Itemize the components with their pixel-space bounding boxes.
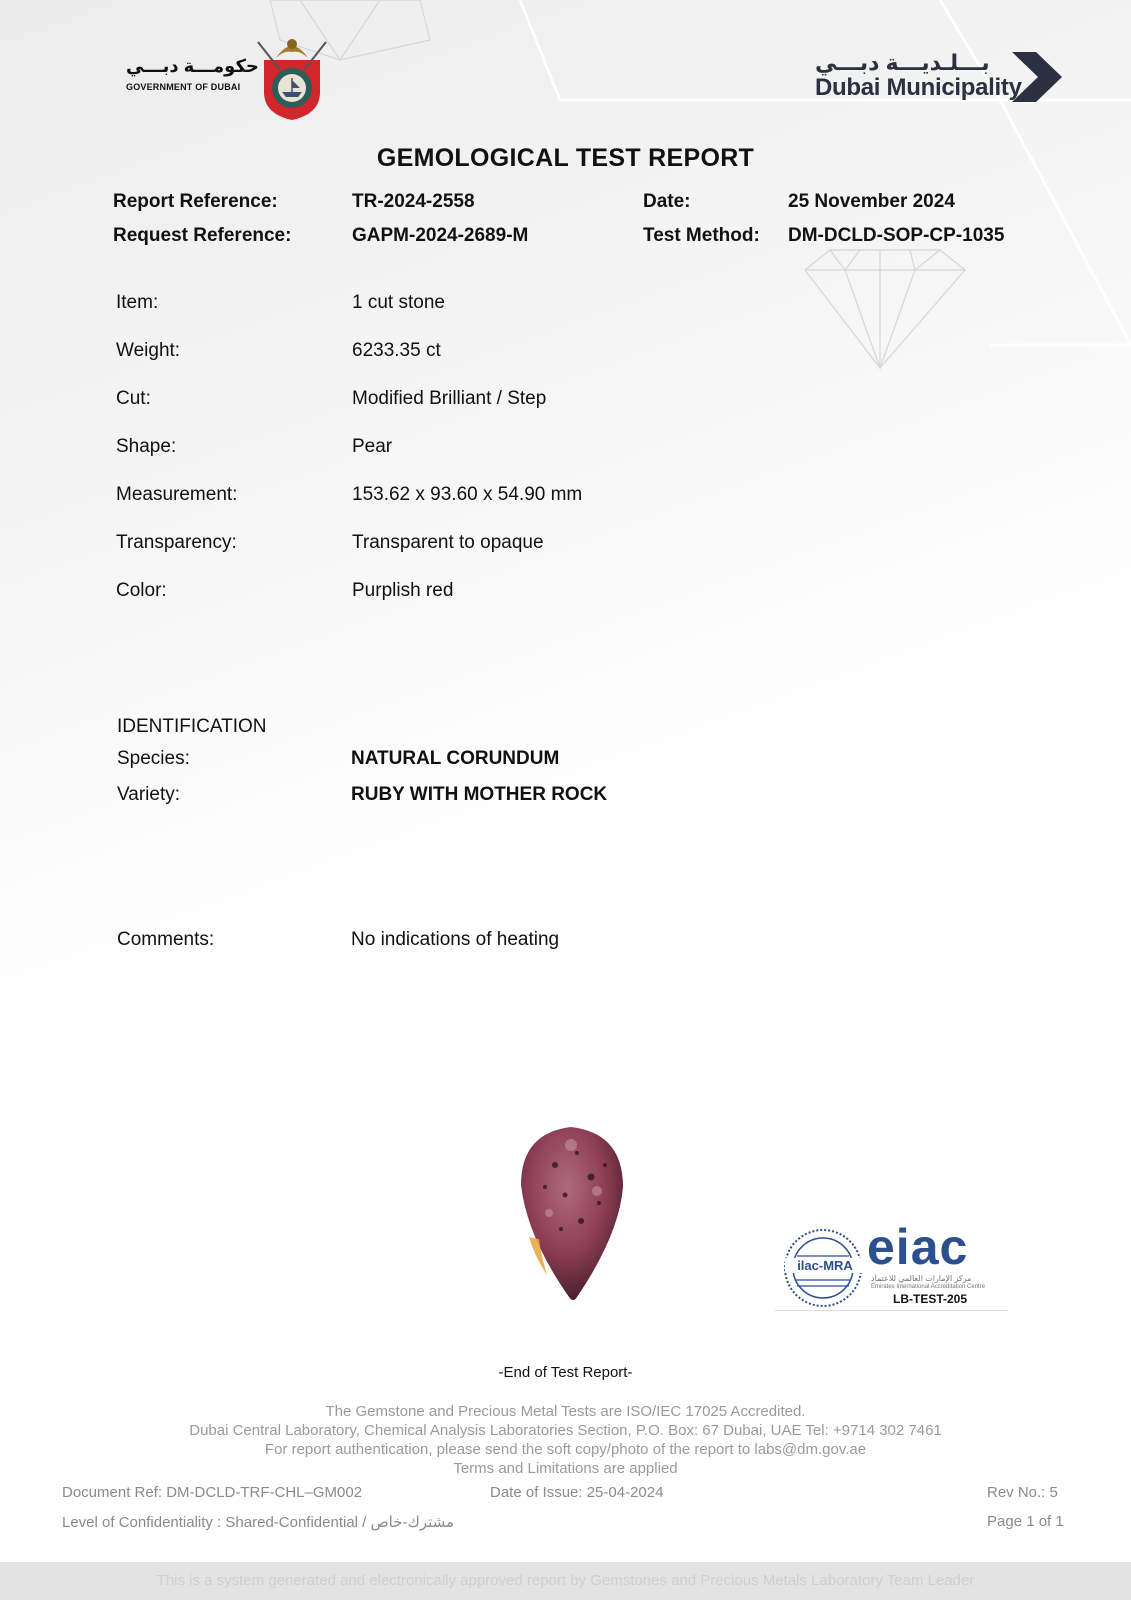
cut-value: Modified Brilliant / Step — [352, 388, 547, 409]
eiac-english-text: Emirates International Accreditation Centre — [871, 1284, 986, 1290]
dubai-municipality-english-text: Dubai Municipality — [815, 74, 1022, 101]
comments-label: Comments: — [117, 929, 215, 950]
dubai-municipality-arabic-text: بـــلـديـــة دبـــي — [815, 50, 990, 75]
confidentiality-level: Level of Confidentiality : Shared-Confidential / مشترك-خاص — [62, 1514, 455, 1531]
weight-value: 6233.35 ct — [352, 340, 441, 361]
cut-label: Cut: — [116, 388, 151, 409]
measurement-value: 153.62 x 93.60 x 54.90 mm — [352, 484, 583, 505]
transparency-value: Transparent to opaque — [352, 532, 544, 553]
date-label: Date: — [643, 191, 691, 212]
request-reference-value: GAPM-2024-2689-M — [352, 225, 529, 246]
date-value: 25 November 2024 — [788, 191, 955, 212]
footer-accreditation-line: The Gemstone and Precious Metal Tests are ISO/IEC 17025 Accredited. — [325, 1403, 806, 1420]
test-method-label: Test Method: — [643, 225, 760, 246]
revision-number: Rev No.: 5 — [987, 1484, 1058, 1501]
eiac-arabic-text: مركز الإمارات العالمي للاعتماد — [871, 1274, 972, 1283]
page-number: Page 1 of 1 — [987, 1513, 1064, 1530]
measurement-label: Measurement: — [116, 484, 238, 505]
report-reference-value: TR-2024-2558 — [352, 191, 475, 212]
color-label: Color: — [116, 580, 167, 601]
variety-value: RUBY WITH MOTHER ROCK — [351, 784, 608, 805]
document-reference: Document Ref: DM-DCLD-TRF-CHL–GM002 — [62, 1484, 363, 1501]
gov-dubai-english-text: GOVERNMENT OF DUBAI — [126, 82, 241, 92]
species-label: Species: — [117, 748, 190, 769]
item-label: Item: — [116, 292, 159, 313]
accreditation-code: LB-TEST-205 — [893, 1292, 968, 1306]
transparency-label: Transparency: — [116, 532, 237, 553]
color-value: Purplish red — [352, 580, 454, 601]
date-of-issue: Date of Issue: 25-04-2024 — [490, 1484, 664, 1501]
accreditation-block — [775, 1219, 1008, 1311]
eiac-logo-text: eiac — [867, 1219, 969, 1275]
item-value: 1 cut stone — [352, 292, 445, 313]
request-reference-label: Request Reference: — [113, 225, 292, 246]
variety-label: Variety: — [117, 784, 181, 805]
dubai-municipality-arrow-icon — [1012, 52, 1074, 102]
shape-label: Shape: — [116, 436, 177, 457]
species-value: NATURAL CORUNDUM — [351, 748, 560, 769]
footer-address-line: Dubai Central Laboratory, Chemical Analysis Laboratories Section, P.O. Box: 67 Dubai, UAE Tel: +9714 302 7461 — [189, 1422, 942, 1439]
shape-value: Pear — [352, 436, 393, 457]
report-reference-label: Report Reference: — [113, 191, 278, 212]
test-method-value: DM-DCLD-SOP-CP-1035 — [788, 225, 1005, 246]
gemstone-photo — [515, 1125, 627, 1303]
comments-value: No indications of heating — [351, 929, 560, 950]
ilac-mra-text: ilac-MRA — [785, 1258, 865, 1273]
footer-authentication-line: For report authentication, please send the soft copy/photo of the report to labs@dm.gov.ae — [264, 1441, 867, 1458]
gov-dubai-emblem-icon — [250, 30, 334, 122]
footer-terms-line: Terms and Limitations are applied — [453, 1460, 678, 1477]
system-generated-note: This is a system generated and electronically approved report by Gemstones and Precious Metals Laboratory Team Leader — [0, 1562, 1131, 1600]
gov-dubai-arabic-text: حكومـــة دبـــي — [126, 56, 259, 76]
page-title: GEMOLOGICAL TEST REPORT — [376, 144, 755, 172]
weight-label: Weight: — [116, 340, 181, 361]
end-of-report-text: -End of Test Report- — [498, 1364, 633, 1381]
identification-heading: IDENTIFICATION — [117, 716, 267, 737]
